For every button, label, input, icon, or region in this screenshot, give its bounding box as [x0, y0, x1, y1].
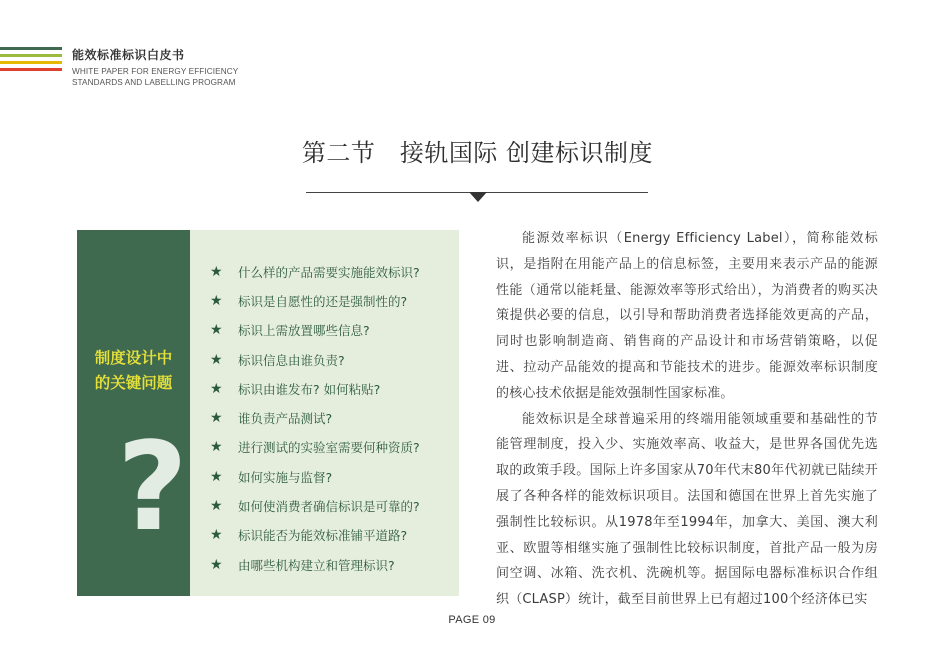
star-icon: ★	[210, 439, 223, 456]
star-icon: ★	[210, 410, 223, 427]
star-icon: ★	[210, 380, 223, 397]
star-icon: ★	[210, 556, 223, 573]
key-questions-label-line2: 的关键问题	[94, 374, 173, 392]
star-icon: ★	[210, 351, 223, 368]
header-title-en-2: STANDARDS AND LABELLING PROGRAM	[72, 78, 236, 87]
star-icon: ★	[210, 322, 223, 339]
question-item	[210, 433, 420, 462]
star-icon: ★	[210, 498, 223, 515]
stripe-green	[0, 47, 62, 50]
stripe-yellow	[0, 61, 62, 64]
star-icon: ★	[210, 263, 223, 280]
star-icon: ★	[210, 468, 223, 485]
question-text: 标识由谁发布? 如何粘贴?	[238, 381, 381, 397]
question-item	[210, 257, 420, 286]
page-number: PAGE 09	[448, 614, 496, 626]
key-questions-list-panel	[190, 230, 459, 596]
question-text: 标识上需放置哪些信息?	[238, 323, 370, 339]
body-text	[496, 226, 878, 613]
question-item	[210, 345, 420, 374]
header-color-stripes	[0, 47, 62, 75]
question-item	[210, 403, 420, 432]
key-questions-sidebar	[77, 230, 190, 596]
question-mark-icon: ?	[117, 416, 188, 558]
star-icon: ★	[210, 527, 223, 544]
stripe-red	[0, 68, 62, 71]
body-paragraph-2: 能效标识是全球普遍采用的终端用能领域重要和基础性的节能管理制度，投入少、实施效率高、收益大，是世界各国优先选取的政策手段。国际上许多国家从70年代末80年代初就已陆续开展了各种各样的能效标识项目。法国和德国在世界上首先实施了强制性比较标识。从1978年至1994年，加拿大、美国、澳大利亚、欧盟等相继实施了强制性比较标识制度，首批产品一般为房间空调、冰箱、洗衣机、洗碗机等。据国际电器标准标识合作组织（CLASP）统计，截至目前世界上已有超过100个经济体已实	[496, 411, 878, 608]
body-paragraph-1: 能源效率标识（Energy Efficiency Label），简称能效标识，是指附在用能产品上的信息标签，主要用来表示产品的能源性能（通常以能耗量、能源效率等形式给出），为消费者的购买决策提供必要的信息，以引导和帮助消费者选择能效更高的产品，同时也影响制造商、销售商的产品设计和市场营销策略，以促进、拉动产品能效的提高和节能技术的进步。能源效率标识制度的核心技术依据是能效强制性国家标准。	[496, 231, 878, 401]
header-title-cn: 能效标准标识白皮书	[72, 48, 185, 62]
star-icon: ★	[210, 292, 223, 309]
question-text: 进行测试的实验室需要何种资质?	[238, 440, 420, 456]
question-item	[210, 286, 420, 315]
title-triangle-marker	[469, 192, 487, 202]
question-text: 如何使消费者确信标识是可靠的?	[238, 499, 420, 515]
key-questions-box	[77, 230, 459, 596]
header-title-en-1: WHITE PAPER FOR ENERGY EFFICIENCY	[72, 67, 239, 76]
question-text: 谁负责产品测试?	[238, 411, 333, 427]
question-item	[210, 521, 420, 550]
key-questions-list	[210, 257, 420, 579]
question-text: 什么样的产品需要实施能效标识?	[238, 264, 420, 280]
question-text: 标识能否为能效标准铺平道路?	[238, 528, 408, 544]
document-header	[72, 46, 238, 88]
question-text: 由哪些机构建立和管理标识?	[238, 557, 395, 573]
section-title: 第二节 接轨国际 创建标识制度	[301, 139, 654, 167]
question-text: 标识是自愿性的还是强制性的?	[238, 293, 408, 309]
stripe-lime	[0, 54, 62, 57]
question-item	[210, 462, 420, 491]
question-text: 如何实施与监督?	[238, 469, 333, 485]
question-text: 标识信息由谁负责?	[238, 352, 345, 368]
question-item	[210, 550, 420, 579]
key-questions-label-line1: 制度设计中	[94, 349, 173, 367]
question-item	[210, 316, 420, 345]
key-questions-label	[77, 346, 190, 396]
question-item	[210, 491, 420, 520]
question-item	[210, 374, 420, 403]
